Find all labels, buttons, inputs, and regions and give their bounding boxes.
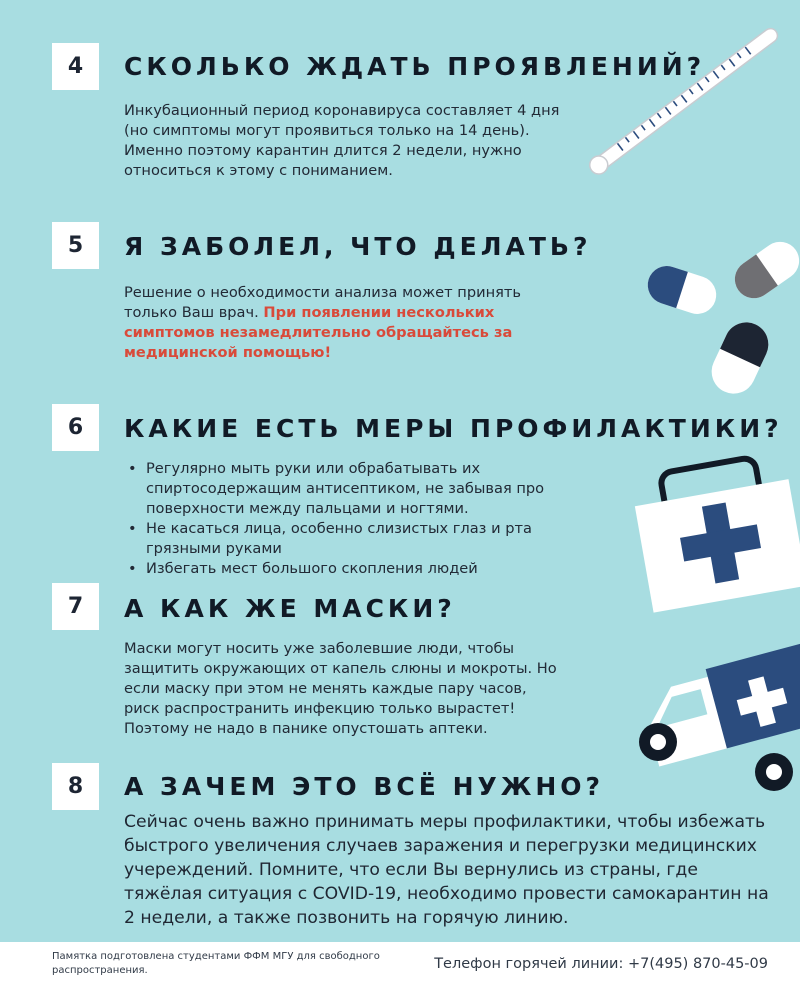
prevention-list [124,459,574,579]
section-number-6: 6 [52,404,99,451]
section-number-8: 8 [52,763,99,810]
pill-capsule-icon [640,240,800,410]
list-item: • Регулярно мыть руки или обрабатывать их спиртосодержащим антисептиком, не забывая про поверхности между пальцами и ногтями. [124,459,574,519]
section-text-why: Сейчас очень важно принимать меры профилактики, чтобы избежать быстрого увеличения случаев заражения и перегрузки медицинских учереждений. Помните, что если Вы вернулись из страны, где тяжёлая ситуация с COVID-19, необходимо провести самокарантин на 2 недели, а также позвонить на горячую линию. [124,812,769,928]
section-text-got-sick [124,283,564,363]
first-aid-kit-icon [640,450,800,620]
got-sick-alert: При появлении нескольких симптомов незамедлительно обращайтесь за медицинской помощью! [124,304,513,361]
section-number-4: 4 [52,43,99,90]
list-item: • Избегать мест большого скопления людей [124,559,574,579]
list-item: • Не касаться лица, особенно слизистых глаз и рта грязными руками [124,519,574,559]
section-title-got-sick: Я ЗАБОЛЕЛ, ЧТО ДЕЛАТЬ? [124,232,592,261]
section-title-masks: А КАК ЖЕ МАСКИ? [124,594,456,623]
section-title-why: А ЗАЧЕМ ЭТО ВСЁ НУЖНО? [124,772,605,801]
section-text-masks: Маски могут носить уже заболевшие люди, чтобы защитить окружающих от капель слюны и мокроты. Но если маску при этом не менять каждые пару часов, риск распространить инфекцию только вырастет! Поэтому не надо в панике опустошать аптеки. [124,640,557,737]
section-text-incubation: Инкубационный период коронавируса составляет 4 дня (но симптомы могут проявиться только на 14 день). Именно поэтому карантин длится 2 недели, нужно относиться к этому с пониманием. [124,102,560,179]
got-sick-text: Решение о необходимости анализа может принять только Ваш врач. [124,284,521,321]
section-number-7: 7 [52,583,99,630]
thermometer-icon [580,20,790,180]
section-title-incubation: СКОЛЬКО ЖДАТЬ ПРОЯВЛЕНИЙ? [124,52,706,81]
hotline-phone: Телефон горячей линии: +7(495) 870-45-09 [434,956,768,972]
ambulance-icon [620,650,800,800]
footer-bar [0,942,800,990]
section-title-prevention: КАКИЕ ЕСТЬ МЕРЫ ПРОФИЛАКТИКИ? [124,414,783,443]
footer-note: Памятка подготовлена студентами ФФМ МГУ для свободного распространения. [52,951,380,976]
section-number-5: 5 [52,222,99,269]
